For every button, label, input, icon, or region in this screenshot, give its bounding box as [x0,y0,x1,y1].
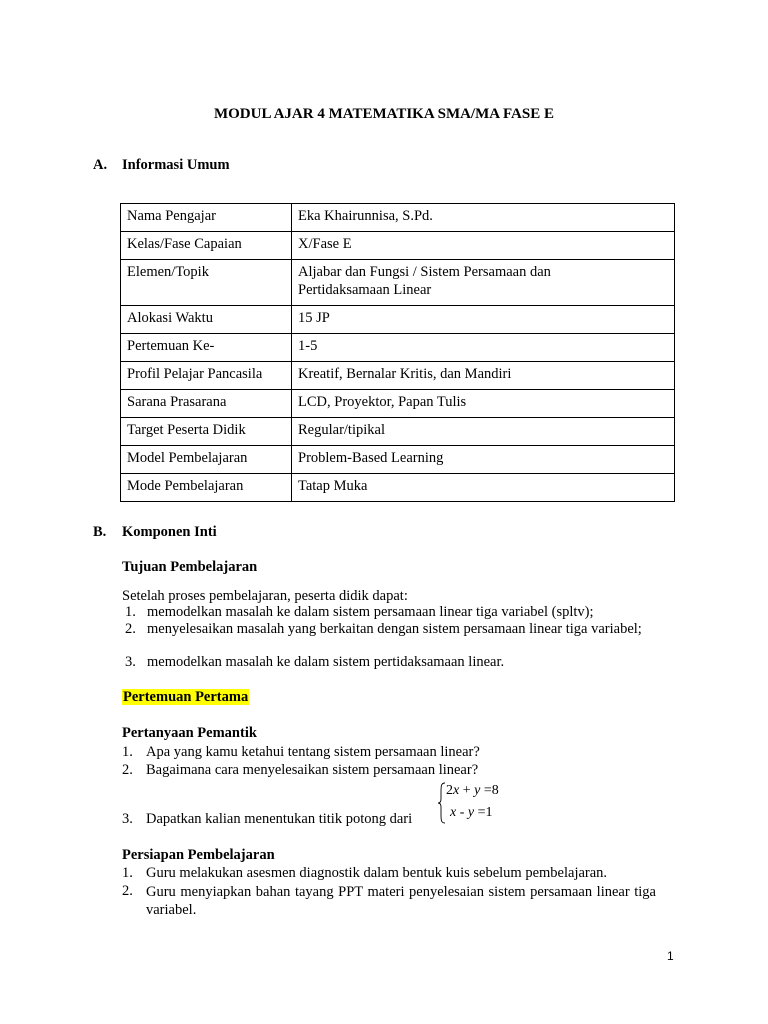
table-cell-label: Kelas/Fase Capaian [121,232,292,260]
table-cell-value: Aljabar dan Fungsi / Sistem Persamaan dan Pertidaksamaan Linear [292,260,675,306]
pemantik-item-1-num: 1. [122,744,133,760]
table-row [121,474,675,502]
table-cell-label: Pertemuan Ke- [121,334,292,362]
persiapan-item-2: Guru menyiapkan bahan tayang PPT materi penyelesaian sistem persamaan linear tiga variabel. [146,884,656,918]
tujuan-heading: Tujuan Pembelajaran [122,559,258,575]
table-cell-label: Target Peserta Didik [121,418,292,446]
table-row [121,232,675,260]
tujuan-intro: Setelah proses pembelajaran, peserta didik dapat: [122,588,408,604]
table-cell-label: Nama Pengajar [121,204,292,232]
pertemuan-heading: Pertemuan Pertama [123,689,249,705]
tujuan-item-1: memodelkan masalah ke dalam sistem persamaan linear tiga variabel (spltv); [147,604,594,620]
table-row [121,204,675,232]
table-row [121,260,675,306]
pemantik-heading: Pertanyaan Pemantik [122,725,257,741]
table-row [121,362,675,390]
persiapan-heading: Persiapan Pembelajaran [122,847,275,863]
table-cell-value: X/Fase E [292,232,675,260]
tujuan-item-2-num: 2. [125,621,136,637]
table-cell-value: 1-5 [292,334,675,362]
table-cell-label: Mode Pembelajaran [121,474,292,502]
table-cell-value: Kreatif, Bernalar Kritis, dan Mandiri [292,362,675,390]
section-b-letter: B. [93,524,107,540]
table-row [121,306,675,334]
tujuan-item-2: menyelesaikan masalah yang berkaitan dengan sistem persamaan linear tiga variabel; [147,621,642,637]
table-cell-value: LCD, Proyektor, Papan Tulis [292,390,675,418]
document-title: MODUL AJAR 4 MATEMATIKA SMA/MA FASE E [213,106,554,122]
section-b-heading: Komponen Inti [122,524,217,540]
section-a-heading: Informasi Umum [122,157,230,173]
table-cell-label: Profil Pelajar Pancasila [121,362,292,390]
tujuan-item-1-num: 1. [125,604,136,620]
table-cell-label: Sarana Prasarana [121,390,292,418]
table-cell-label: Elemen/Topik [121,260,292,306]
pemantik-item-1: Apa yang kamu ketahui tentang sistem persamaan linear? [146,744,480,760]
table-row [121,446,675,474]
section-a-letter: A. [93,157,108,173]
tujuan-item-3-num: 3. [125,654,136,670]
equation-row-1: 2x + y =8 [446,783,499,798]
table-cell-value: Eka Khairunnisa, S.Pd. [292,204,675,232]
persiapan-item-2-num: 2. [122,883,133,899]
tujuan-item-3: memodelkan masalah ke dalam sistem pertidaksamaan linear. [147,654,505,670]
table-cell-label: Alokasi Waktu [121,306,292,334]
table-cell-value: Problem-Based Learning [292,446,675,474]
page-number: 1 [667,949,674,963]
pemantik-item-2-num: 2. [122,762,133,778]
table-cell-value: Regular/tipikal [292,418,675,446]
table-row [121,418,675,446]
persiapan-item-1-num: 1. [122,865,133,881]
table-row [121,390,675,418]
info-table [120,203,675,502]
table-row [121,334,675,362]
pemantik-item-3: Dapatkan kalian menentukan titik potong dari [146,811,413,827]
equation-row-2: x - y =1 [450,805,493,820]
pemantik-item-2: Bagaimana cara menyelesaikan sistem persamaan linear? [146,762,479,778]
persiapan-item-1: Guru melakukan asesmen diagnostik dalam bentuk kuis sebelum pembelajaran. [146,865,608,881]
table-cell-label: Model Pembelajaran [121,446,292,474]
pemantik-item-3-num: 3. [122,811,133,827]
table-cell-value: Tatap Muka [292,474,675,502]
table-cell-value: 15 JP [292,306,675,334]
